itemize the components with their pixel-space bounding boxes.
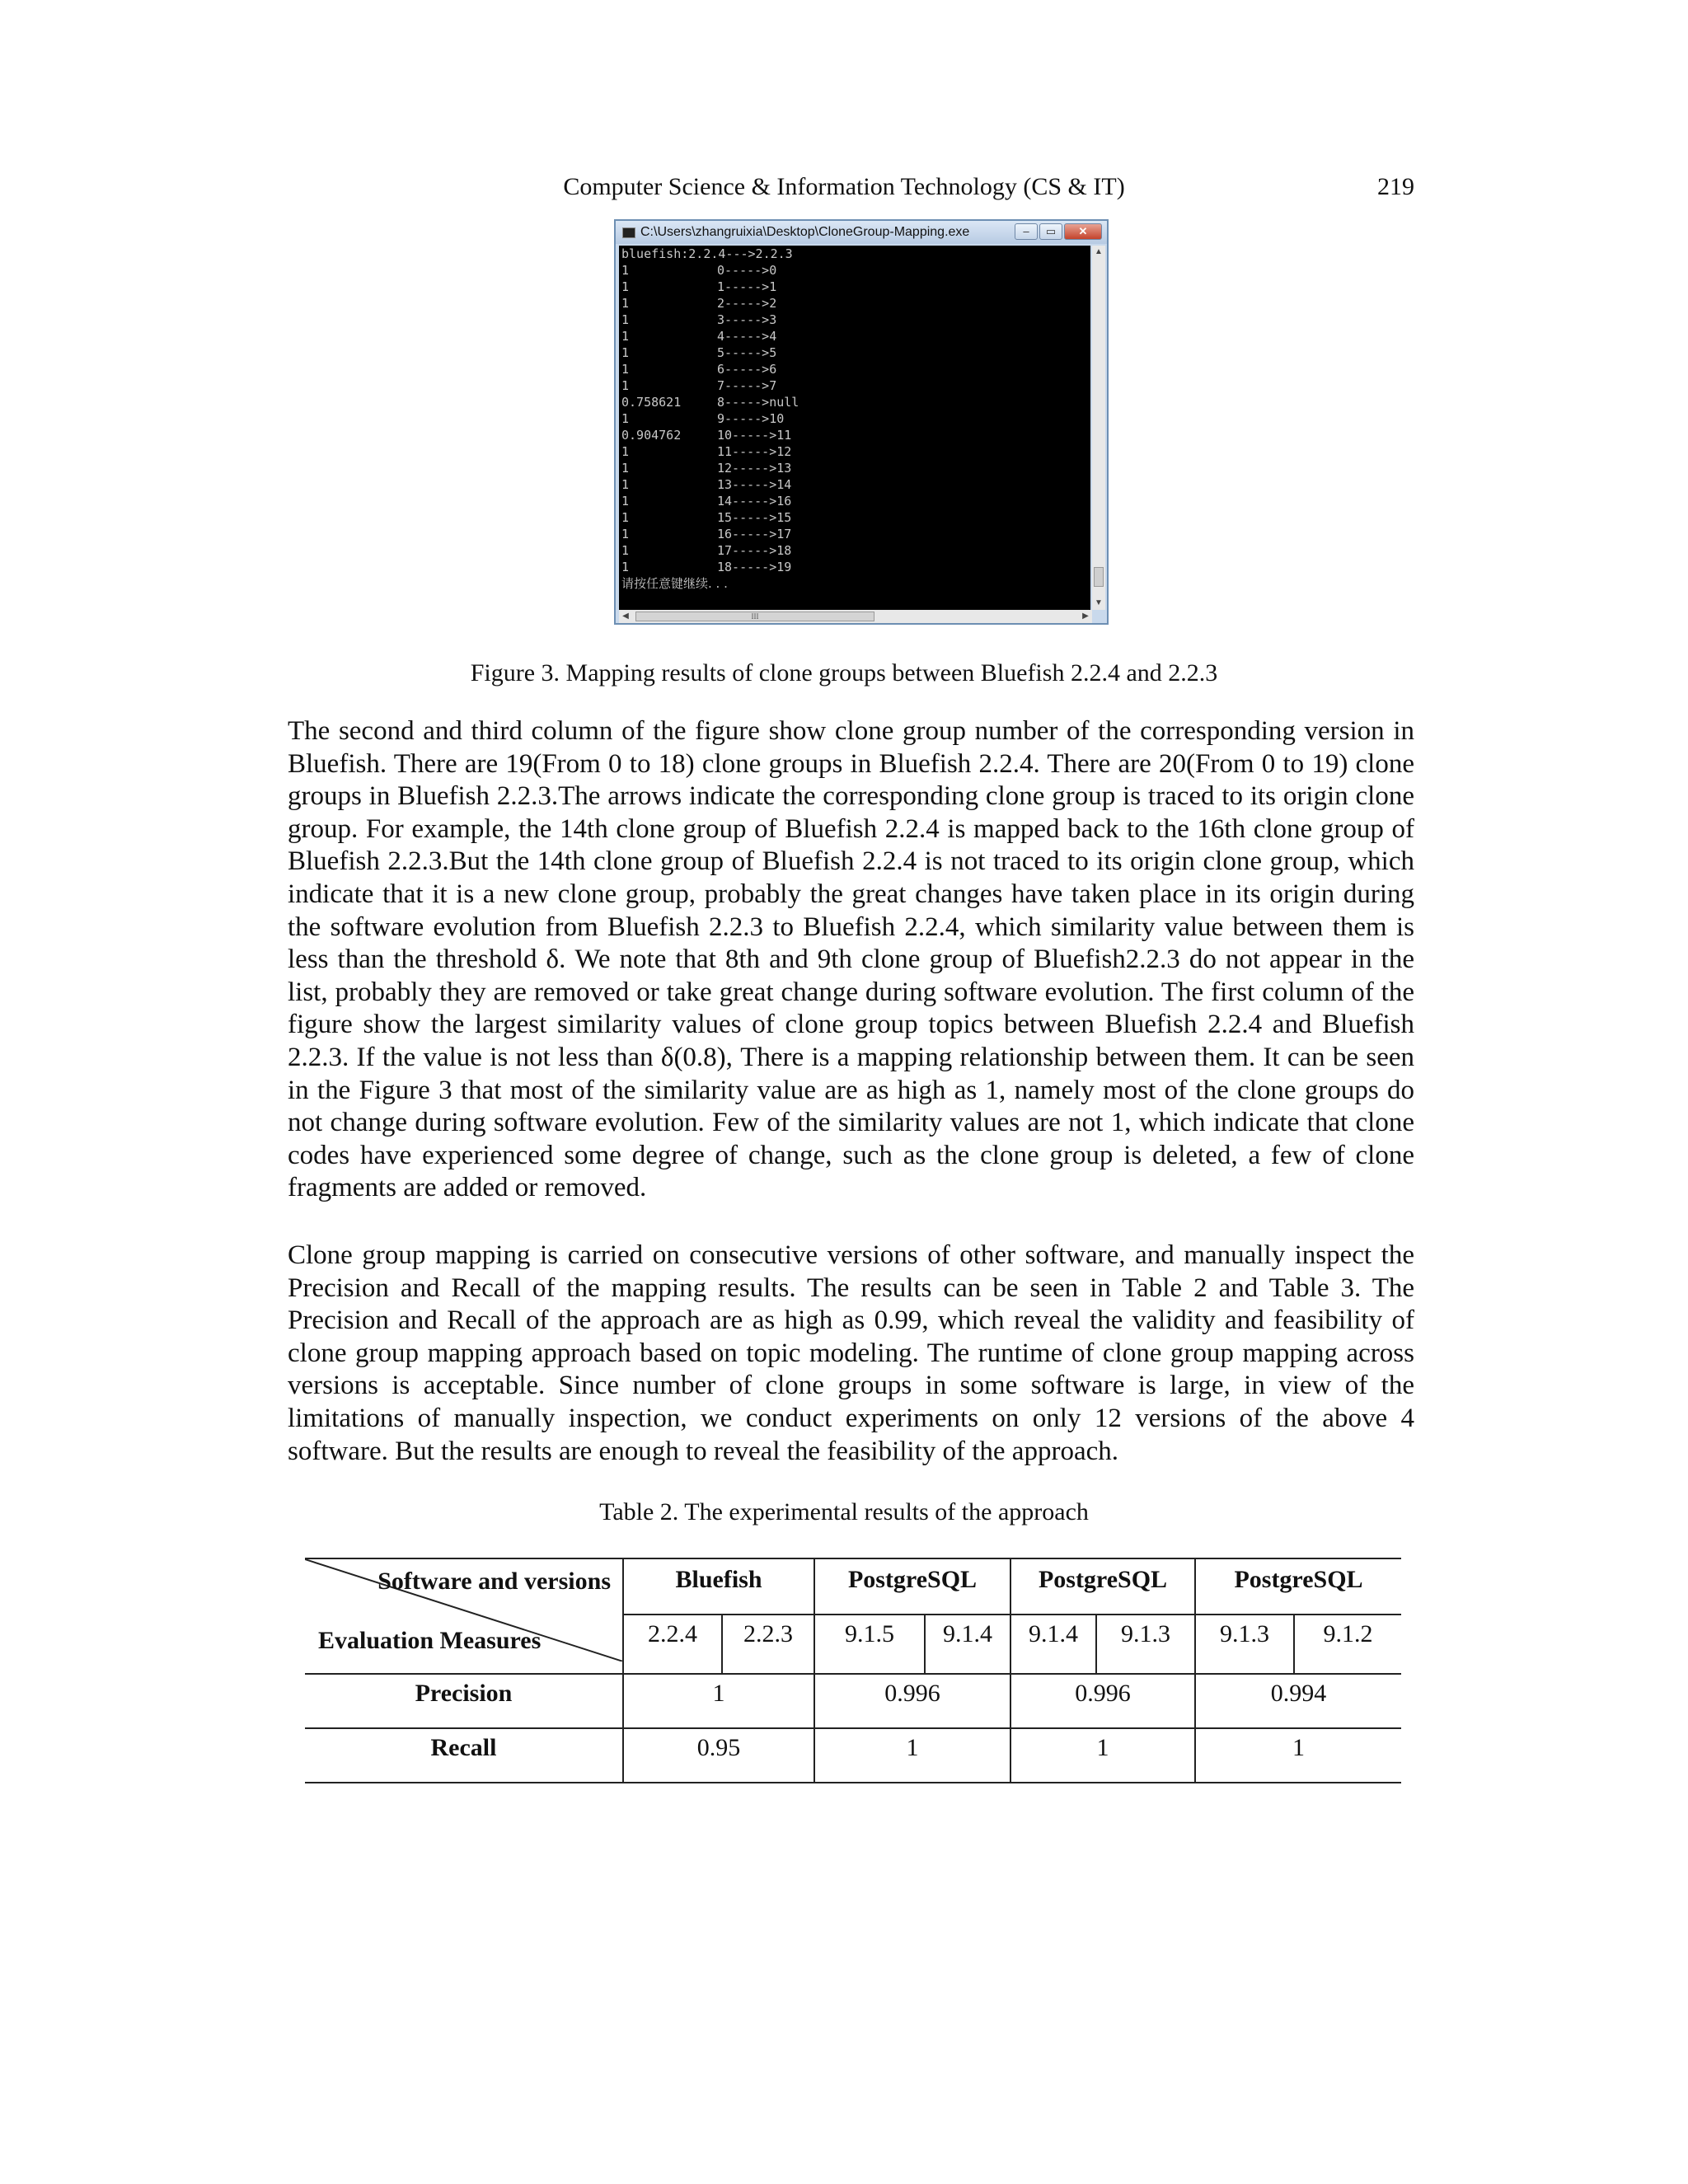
- software-header: Bluefish: [623, 1558, 814, 1615]
- table-cell: 1: [1195, 1728, 1401, 1783]
- version-cell: 9.1.4: [925, 1615, 1010, 1674]
- horizontal-scroll-thumb[interactable]: [635, 612, 874, 621]
- scroll-left-icon[interactable]: ◀: [622, 612, 629, 621]
- console-line: [619, 460, 1090, 476]
- clone-group-mapping: 7----->7: [717, 378, 777, 393]
- similarity-value: 1: [621, 461, 630, 476]
- version-cell: 9.1.5: [814, 1615, 925, 1674]
- scroll-up-icon[interactable]: ▲: [1095, 247, 1103, 256]
- console-line: [619, 312, 1090, 328]
- clone-group-mapping: 8----->null: [717, 395, 799, 410]
- console-line: [619, 344, 1090, 361]
- similarity-value: 1: [621, 378, 630, 393]
- version-cell: 9.1.2: [1294, 1615, 1401, 1674]
- clone-group-mapping: 10----->11: [717, 428, 792, 443]
- clone-group-mapping: 11----->12: [717, 444, 792, 459]
- table-cell: 1: [623, 1674, 814, 1728]
- results-table: [305, 1558, 1401, 1783]
- console-line: [619, 509, 1090, 526]
- clone-group-mapping: 13----->14: [717, 477, 792, 492]
- version-cell: 2.2.3: [722, 1615, 814, 1674]
- console-title: C:\Users\zhangruixia\Desktop\CloneGroup-Mapping.exe: [640, 225, 970, 239]
- body-paragraph-1: The second and third column of the figure show clone group number of the corresponding version in Bluefish. There are 19(From 0 to 18) clone groups in Bluefish 2.2.4. There are 20(From 0 to 19) clone groups in Bluefish 2.2.3.The arrows indicate the corresponding clone group is traced to its origin clone group. For example, the 14th clone group of Bluefish 2.2.4 is mapped back to the 16th clone group of Bluefish 2.2.3.But the 14th clone group of Bluefish 2.2.4 is not traced to its origin clone group, which indicate that it is a new clone group, probably the great changes have taken place in its origin during the software evolution from Bluefish 2.2.3 to Bluefish 2.2.4, which similarity value between them is less than the threshold δ. We note that 8th and 9th clone group of Bluefish2.2.3 do not appear in the list, probably they are removed or take great change during software evolution. The first column of the figure show the largest similarity values of clone group topics between Bluefish 2.2.4 and Bluefish 2.2.3. If the value is not less than δ(0.8), There is a mapping relationship between them. It can be seen in the Figure 3 that most of the similarity value are as high as 1, namely most of the clone groups do not change during software evolution. Few of the similarity values are not 1, which indicate that clone codes have experienced some degree of change, such as the clone group is deleted, a few of clone fragments are added or removed.: [288, 716, 1414, 1203]
- clone-group-mapping: 5----->5: [717, 345, 777, 360]
- similarity-value: 1: [621, 527, 630, 541]
- close-icon[interactable]: ✕: [1064, 223, 1102, 240]
- console-line: [619, 361, 1090, 377]
- scroll-grip: III: [751, 612, 759, 621]
- table-cell: 0.996: [1010, 1674, 1195, 1728]
- diagonal-header: [305, 1559, 622, 1661]
- console-line: [619, 328, 1090, 344]
- clone-group-mapping: 6----->6: [717, 362, 777, 377]
- clone-group-mapping: 2----->2: [717, 296, 777, 311]
- console-output: [619, 246, 1090, 610]
- version-cell: 9.1.3: [1096, 1615, 1195, 1674]
- clone-group-mapping: 0----->0: [717, 263, 777, 278]
- console-line: [619, 394, 1090, 410]
- console-line: [619, 262, 1090, 279]
- figure-caption: Figure 3. Mapping results of clone groups between Bluefish 2.2.4 and 2.2.3: [470, 659, 1218, 687]
- table-cell: 1: [1010, 1728, 1195, 1783]
- similarity-value: 1: [621, 312, 630, 327]
- clone-group-mapping: 3----->3: [717, 312, 777, 327]
- vertical-scrollbar[interactable]: [1092, 246, 1105, 610]
- horizontal-scrollbar[interactable]: [619, 610, 1092, 623]
- console-line: [619, 493, 1090, 509]
- body-paragraph-2: Clone group mapping is carried on consecutive versions of other software, and manually inspect the Precision and Recall of the mapping results. The results can be seen in Table 2 and Table 3. The Precision and Recall of the approach are as high as 0.99, which reveal the validity and feasibility of clone group mapping approach based on topic modeling. The runtime of clone group mapping across versions is acceptable. Since number of clone groups in some software is large, in view of the limitations of manually inspection, we conduct experiments on only 12 versions of the above 4 software. But the results are enough to reveal the feasibility of the approach.: [288, 1240, 1414, 1466]
- version-cell: 9.1.3: [1195, 1615, 1294, 1674]
- version-cell: 9.1.4: [1010, 1615, 1096, 1674]
- table-cell: 0.996: [814, 1674, 1010, 1728]
- table-row: [305, 1674, 1401, 1728]
- measure-label: Precision: [305, 1674, 623, 1728]
- clone-group-mapping: 14----->16: [717, 494, 792, 509]
- minimize-icon[interactable]: –: [1015, 223, 1038, 240]
- similarity-value: 1: [621, 362, 630, 377]
- console-line: [619, 410, 1090, 427]
- console-prompt: 请按任意键继续. . .: [621, 576, 728, 591]
- similarity-value: 1: [621, 444, 630, 459]
- measure-label: Recall: [305, 1728, 623, 1783]
- clone-group-mapping: 4----->4: [717, 329, 777, 344]
- software-header: PostgreSQL: [814, 1558, 1010, 1615]
- console-line: [619, 476, 1090, 493]
- clone-group-mapping: 18----->19: [717, 560, 792, 574]
- console-app-icon: [622, 227, 635, 238]
- scroll-thumb[interactable]: [1094, 567, 1104, 587]
- table-cell: 0.994: [1195, 1674, 1401, 1728]
- corner-label-software: Software and versions: [377, 1568, 611, 1595]
- table-corner-cell: [305, 1558, 623, 1674]
- similarity-value: 1: [621, 345, 630, 360]
- similarity-value: 1: [621, 543, 630, 558]
- console-line: [619, 542, 1090, 559]
- console-line: [619, 443, 1090, 460]
- scroll-down-icon[interactable]: ▼: [1095, 598, 1103, 607]
- clone-group-mapping: 9----->10: [717, 411, 785, 426]
- table-caption: Table 2. The experimental results of the approach: [599, 1498, 1089, 1526]
- page-number: 219: [1377, 173, 1414, 200]
- clone-group-mapping: 12----->13: [717, 461, 792, 476]
- similarity-value: 0.758621: [621, 395, 682, 410]
- corner-label-measures: Evaluation Measures: [318, 1627, 542, 1654]
- similarity-value: 1: [621, 296, 630, 311]
- scroll-right-icon[interactable]: ▶: [1082, 612, 1089, 621]
- console-line: [619, 427, 1090, 443]
- software-header: PostgreSQL: [1195, 1558, 1401, 1615]
- table-cell: 0.95: [623, 1728, 814, 1783]
- console-line: [619, 295, 1090, 312]
- similarity-value: 1: [621, 494, 630, 509]
- version-cell: 2.2.4: [623, 1615, 722, 1674]
- similarity-value: 1: [621, 263, 630, 278]
- running-header-title: Computer Science & Information Technology (CS & IT): [563, 173, 1125, 200]
- console-line: [619, 559, 1090, 575]
- similarity-value: 1: [621, 477, 630, 492]
- console-line: [619, 279, 1090, 295]
- console-line: [619, 377, 1090, 394]
- clone-group-mapping: 17----->18: [717, 543, 792, 558]
- console-window-figure: [614, 219, 1109, 625]
- similarity-value: 1: [621, 279, 630, 294]
- similarity-value: 0.904762: [621, 428, 682, 443]
- clone-group-mapping: 15----->15: [717, 510, 792, 525]
- clone-group-mapping: 16----->17: [717, 527, 792, 541]
- console-line: [619, 526, 1090, 542]
- console-titlebar: [616, 221, 1107, 244]
- console-header-line: bluefish:2.2.4--->2.2.3: [621, 246, 793, 261]
- similarity-value: 1: [621, 411, 630, 426]
- maximize-icon[interactable]: ▭: [1039, 223, 1062, 240]
- window-controls: [1015, 223, 1102, 240]
- clone-group-mapping: 1----->1: [717, 279, 777, 294]
- similarity-value: 1: [621, 510, 630, 525]
- software-header: PostgreSQL: [1010, 1558, 1195, 1615]
- table-cell: 1: [814, 1728, 1010, 1783]
- similarity-value: 1: [621, 329, 630, 344]
- similarity-value: 1: [621, 560, 630, 574]
- table-row: [305, 1728, 1401, 1783]
